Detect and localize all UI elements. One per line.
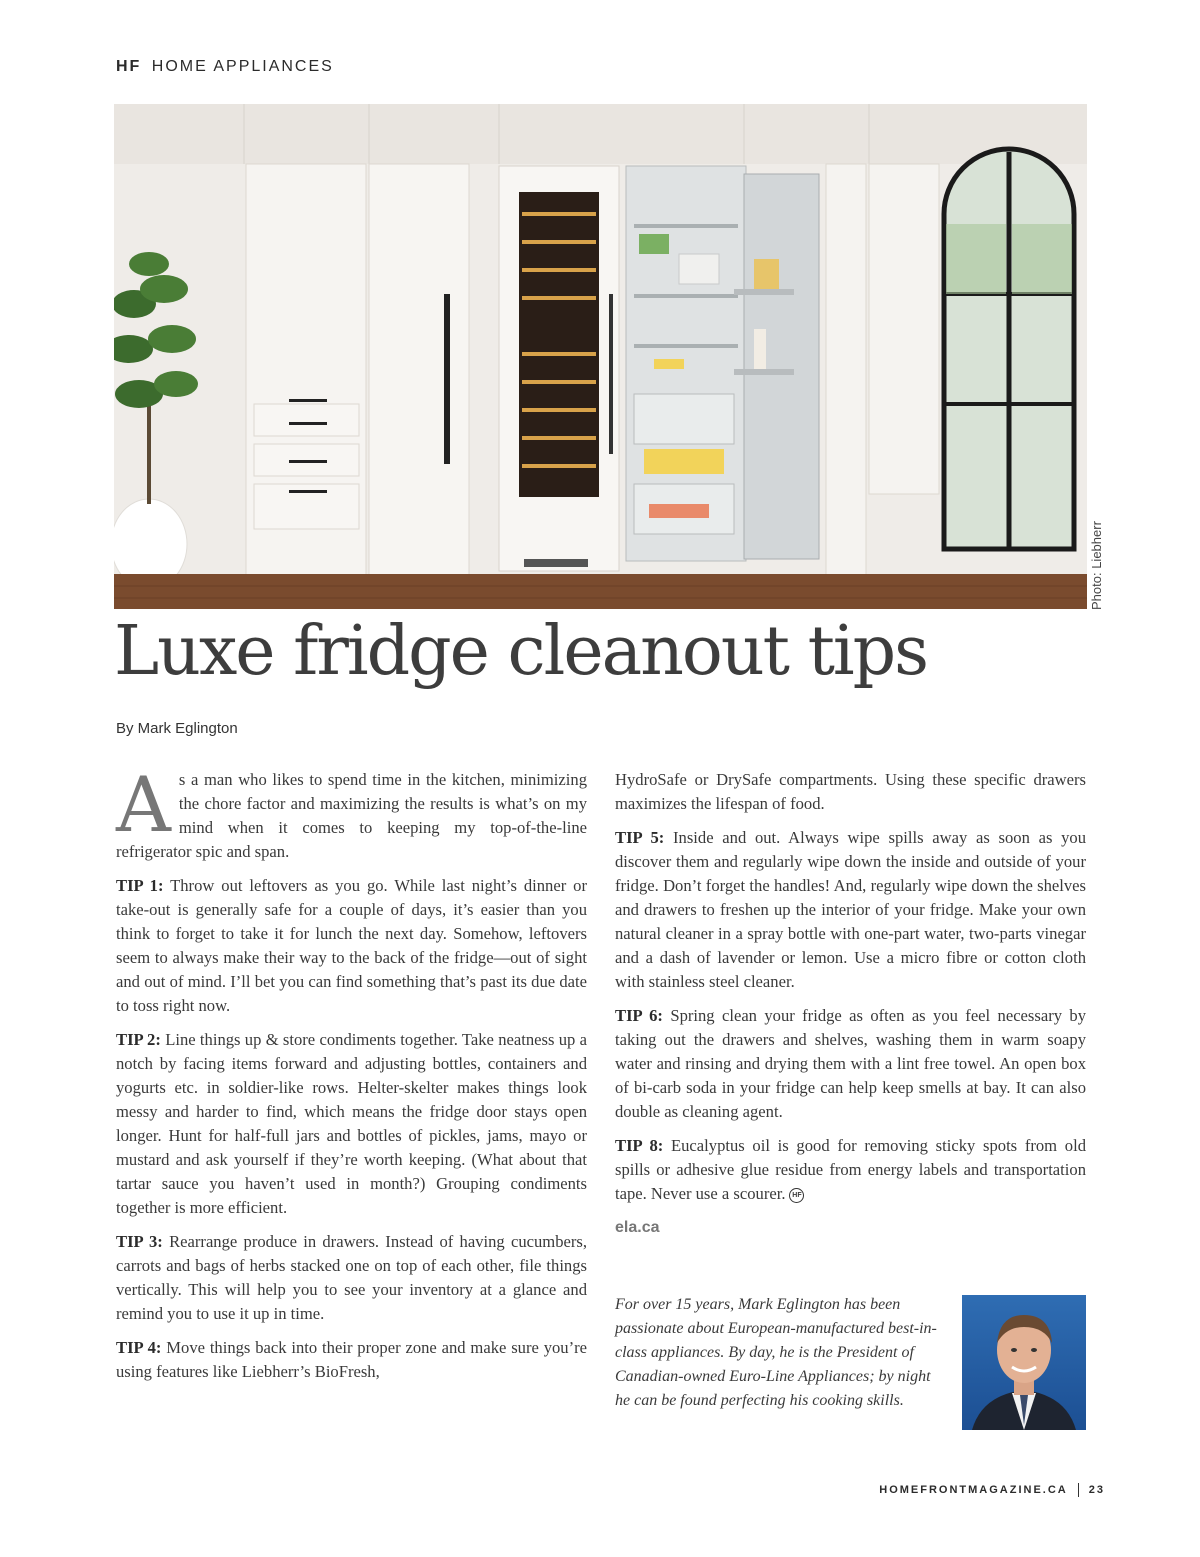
byline: By Mark Eglington <box>116 720 238 737</box>
tip-paragraph <box>615 1004 1086 1124</box>
tip-text: Inside and out. Always wipe spills away as soon as you discover them and regularly wipe down the inside and outside of your fridge. Don’t forget the handles! And, regularly wipe down the shelves and drawers to freshen up the interior of your fridge. Make your own natural cleaner in a spray bottle with one-part water, two-parts vinegar and a dash of lavender or lemon. Use a micro fibre or cotton cloth with stainless steel cleaner. <box>615 828 1087 991</box>
portrait-illustration <box>962 1295 1086 1430</box>
tip-label: TIP 1: <box>116 876 164 895</box>
section-label <box>116 58 334 76</box>
intro-paragraph <box>116 760 587 864</box>
author-bio: For over 15 years, Mark Eglington has been passionate about European-manufactured best-in-class appliances. By day, he is the President of Canadian-owned Euro-Line Appliances; by night he can be found perfecting his cooking skills. <box>615 1296 937 1409</box>
tip-text: Move things back into their proper zone and make sure you’re using features like Liebherr’s BioFresh, <box>116 1338 587 1381</box>
tip-label: TIP 5: <box>615 828 665 847</box>
tip-paragraph <box>615 826 1086 994</box>
tip-paragraph <box>116 1028 587 1220</box>
tip-text: Rearrange produce in drawers. Instead of having cucumbers, carrots and bags of herbs stacked one on top of each other, file things vertically. This will help you to see your inventory at a glance and remind you to use it up in time. <box>116 1232 587 1323</box>
footer-site: HOMEFRONTMAGAZINE.CA <box>879 1483 1068 1496</box>
drop-cap: A <box>116 760 171 849</box>
photo-credit-text: Photo: Liebherr <box>1089 521 1104 610</box>
footer-divider <box>1078 1483 1079 1497</box>
tip-paragraph <box>116 874 587 1018</box>
kitchen-fridge-illustration <box>114 104 1087 609</box>
website-link[interactable]: ela.ca <box>615 1219 660 1236</box>
tip-label: TIP 4: <box>116 1338 162 1357</box>
tip-text: Eucalyptus oil is good for removing sticky spots from old spills or adhesive glue residue from energy labels and transportation tape. Never use a scourer. <box>615 1136 1086 1203</box>
tip-label: TIP 6: <box>615 1006 663 1025</box>
right-column <box>615 768 1086 1250</box>
tip-paragraph <box>615 1134 1086 1206</box>
page-number: 23 <box>1088 1483 1105 1496</box>
tip-paragraph <box>116 1336 587 1384</box>
intro-text: s a man who likes to spend time in the kitchen, minimizing the chore factor and maximizing the results is what’s on my mind when it comes to keeping my top-of-the-line refrigerator spic and span. <box>116 770 587 861</box>
hero-photo <box>114 104 1087 609</box>
brand-mark: HF <box>116 58 142 75</box>
left-column <box>116 760 588 1394</box>
end-mark-icon: HF <box>789 1188 804 1203</box>
tip-text: Spring clean your fridge as often as you feel necessary by taking out the drawers and shelves, washing them in warm soapy water and rinsing and drying them with a lint free towel. An open box of bi-carb soda in your fridge can help keep smells at bay. It can also double as cleaning agent. <box>615 1006 1087 1121</box>
continuation-paragraph: HydroSafe or DrySafe compartments. Using these specific drawers maximizes the lifespan of food. <box>615 770 1086 813</box>
tip-label: TIP 8: <box>615 1136 664 1155</box>
article-title: Luxe fridge cleanout tips <box>114 612 928 691</box>
author-portrait <box>962 1295 1086 1430</box>
section-name: HOME APPLIANCES <box>151 58 334 75</box>
tip-label: TIP 2: <box>116 1030 161 1049</box>
tip-paragraph <box>116 1230 587 1326</box>
tip-text: Line things up & store condiments together. Take neatness up a notch by facing items forward and adjusting bottles, containers and yogurts etc. in soldier-like rows. Helter-skelter makes things look messy and harder to find, which means the fridge door stays open longer. Hunt for half-full jars and bottles of pickles, jams, mayo or mustard and ask yourself if they’re worth keeping. (What about that tartar sauce you haven’t used in month?) Grouping condiments together is more efficient. <box>116 1030 588 1217</box>
tip-label: TIP 3: <box>116 1232 163 1251</box>
page-footer <box>879 1483 1105 1497</box>
tip-text: Throw out leftovers as you go. While last night’s dinner or take-out is generally safe for a couple of days, it’s easier than you think to forget to take it for lunch the next day. Somehow, leftovers seem to always make their way to the back of the fridge—out of sight and out of mind. I’ll bet you can find something that’s past its due date to toss right now. <box>116 876 587 1015</box>
